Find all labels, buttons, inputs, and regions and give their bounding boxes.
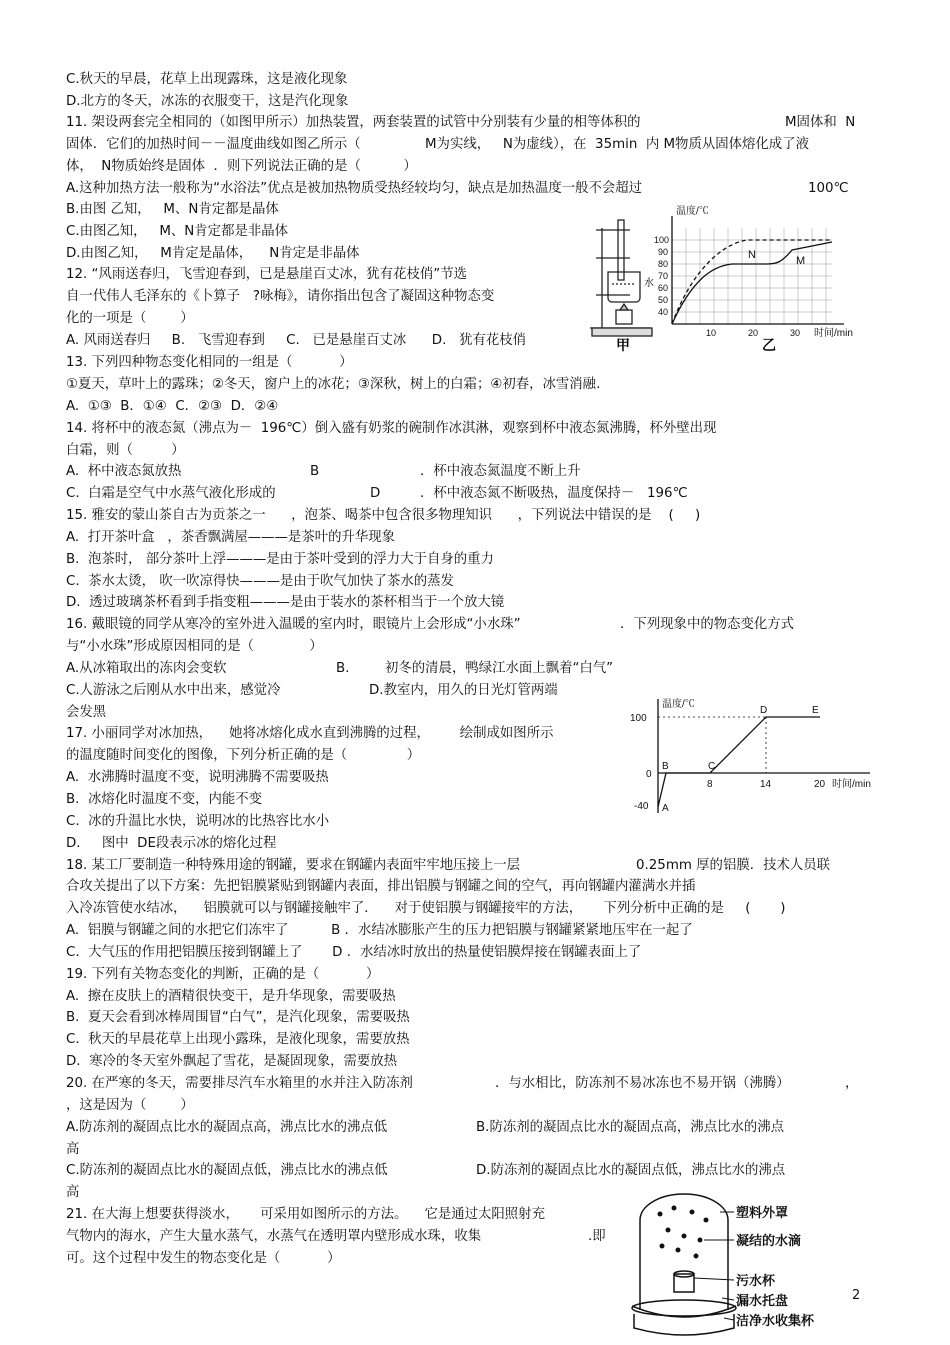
text-line: A. 风雨送春归 B. 飞雪迎春到 C. 已是悬崖百丈冰 D. 犹有花枝俏: [66, 333, 527, 348]
point-label-a: A: [662, 803, 669, 814]
text-line: 固体．它们的加热时间－－温度曲线如图乙所示（: [66, 137, 361, 152]
text-line: 白霜，则（ ）: [66, 443, 185, 458]
text-line: 16. 戴眼镜的同学从寒冷的室外进入温暖的室内时，眼镜片上会形成“小水珠”: [66, 617, 521, 632]
point-label-c: C: [708, 761, 716, 772]
ytick: 80: [658, 259, 669, 269]
ytick: 100: [654, 235, 670, 245]
text-line: B.由图 乙知， M、N肯定都是晶体: [66, 202, 279, 217]
text-line: D.北方的冬天，冰冻的衣服变干，这是汽化现象: [66, 94, 349, 109]
text-line: 会发黑: [66, 705, 107, 720]
text-line: A. 擦在皮肤上的酒精很快变干，是升华现象，需要吸热: [66, 989, 396, 1004]
text-line: C. 白霜是空气中水蒸气液化形成的: [66, 486, 276, 501]
text-fragment: .即: [588, 1229, 606, 1244]
text-line: 高: [66, 1185, 80, 1200]
text-fragment: D.教室内，用久的日光灯管两端: [369, 683, 558, 698]
text-line: C.防冻剂的凝固点比水的凝固点低，沸点比水的沸点低: [66, 1163, 388, 1178]
xtick-14: 14: [760, 779, 772, 790]
label-leak-tray: 漏水托盘: [736, 1293, 789, 1308]
text-line: 13. 下列四种物态变化相同的一组是（ ）: [66, 355, 353, 370]
text-line: 19. 下列有关物态变化的判断，正确的是（ ）: [66, 967, 380, 982]
text-line: A. 水沸腾时温度不变，说明沸腾不需要吸热: [66, 770, 329, 785]
caption-jia: 甲: [616, 337, 630, 353]
label-clean-water-cup: 洁净水收集杯: [736, 1313, 815, 1328]
text-fragment: D: [370, 486, 381, 501]
xtick: 20: [748, 328, 759, 338]
text-fragment: ．杯中液态氮不断吸热，温度保持－ 196℃: [420, 486, 688, 501]
text-fragment: ．下列现象中的物态变化方式: [620, 617, 795, 632]
curve-label-n: N: [748, 249, 756, 261]
text-fragment: 初冬的清晨，鸭绿江水面上飘着“白气”: [385, 661, 614, 676]
text-line: 的温度随时间变化的图像，下列分析正确的是（ ）: [66, 748, 421, 763]
ytick: 40: [658, 307, 669, 317]
label-water-drops: 凝结的水滴: [736, 1233, 802, 1248]
text-line: B. 冰熔化时温度不变，内能不变: [66, 792, 263, 807]
text-line: B. 泡茶时， 部分茶叶上浮———是由于茶叶受到的浮力大于自身的重力: [66, 552, 494, 567]
text-line: C.人游泳之后刚从水中出来，感觉冷: [66, 683, 281, 698]
text-line: A. 杯中液态氮放热: [66, 464, 182, 479]
text-line: B. 夏天会看到冰棒周围冒“白气”，是汽化现象，需要吸热: [66, 1010, 410, 1025]
text-line: 18. 某工厂要制造一种特殊用途的钢罐，要求在钢罐内表面牢牢地压接上一层: [66, 858, 521, 873]
text-fragment: ，: [845, 1076, 859, 1091]
curve-label-m: M: [796, 255, 806, 267]
graph-ylabel: 温度/℃: [662, 699, 695, 710]
text-line: 15. 雅安的蒙山茶自古为贡茶之一 ，泡茶、喝茶中包含很多物理知识 ，下列说法中错误的是 ( ): [66, 508, 701, 523]
ytick-neg40: -40: [634, 801, 649, 812]
text-fragment: 0.25mm 厚的铝膜．技术人员联: [636, 858, 831, 873]
ytick-100: 100: [630, 713, 647, 724]
text-line: A. ①③ B．①④ C．②③ D．②④: [66, 399, 279, 414]
text-line: D. 图中 DE段表示冰的熔化过程: [66, 836, 277, 851]
xtick: 10: [706, 328, 717, 338]
text-line: 可。这个过程中发生的物态变化是（ ）: [66, 1251, 341, 1266]
ytick: 90: [658, 247, 669, 257]
text-line: ①夏天，草叶上的露珠；②冬天，窗户上的冰花；③深秋，树上的白霜；④初春，冰雪消融.: [66, 377, 601, 392]
solar-still-figure: [612, 1190, 872, 1340]
text-fragment: M固体和 N: [785, 115, 856, 130]
ice-heating-graph: [620, 695, 880, 825]
xtick-20: 20: [814, 779, 826, 790]
point-label-e: E: [812, 705, 819, 716]
text-line: 合攻关提出了以下方案：先把铝膜紧贴到钢罐内表面，排出铝膜与钢罐之间的空气，再向钢罐内灌满水并插: [66, 879, 696, 894]
text-line: 化的一项是（ ）: [66, 311, 194, 326]
text-line: 14. 将杯中的液态氮（沸点为－ 196℃）倒入盛有奶浆的碗制作冰淇淋，观察到杯中液态氮沸腾，杯外壁出现: [66, 421, 717, 436]
text-line: 20. 在严寒的冬天，需要排尽汽车水箱里的水并注入防冻剂: [66, 1076, 413, 1091]
point-label-d: D: [760, 705, 768, 716]
text-line: 气物内的海水，产生大量水蒸气，水蒸气在透明罩内壁形成水珠，收集: [66, 1229, 482, 1244]
water-label: 水: [644, 278, 654, 289]
text-line: A. 打开茶叶盒 ，茶香飘满屋———是茶叶的升华现象: [66, 530, 396, 545]
text-line: C.秋天的早晨，花草上出现露珠，这是液化现象: [66, 72, 348, 87]
text-fragment: ．与水相比，防冻剂不易冰冻也不易开锅（沸腾）: [495, 1076, 790, 1091]
text-line: A.这种加热方法一般称为“水浴法”优点是被加热物质受热经较均匀，缺点是加热温度一般不会超过: [66, 181, 643, 196]
text-line: ，这是因为（ ）: [66, 1098, 194, 1113]
xtick: 30: [790, 328, 801, 338]
page-number: 2: [852, 1288, 861, 1303]
text-line: C. 茶水太烫， 吹一吹凉得快———是由于吹气加快了茶水的蒸发: [66, 574, 454, 589]
text-line: C.由图乙知， M、N肯定都是非晶体: [66, 224, 289, 239]
text-line: D. 透过玻璃茶杯看到手指变粗———是由于装水的茶杯相当于一个放大镜: [66, 595, 505, 610]
text-line: C. 冰的升温比水快，说明冰的比热容比水小: [66, 814, 330, 829]
text-line: 21. 在大海上想要获得淡水， 可采用如图所示的方法。 它是通过太阳照射充: [66, 1207, 545, 1222]
text-line: 入冷冻管使水结冰， 铝膜就可以与钢罐接触牢了． 对于使铝膜与钢罐接牢的方法， 下列分析中正确的是 ( ): [66, 901, 786, 916]
text-line: A. 铝膜与钢罐之间的水把它们冻牢了 B ．水结冰膨胀产生的压力把铝膜与钢罐紧紧地压牢在一起了: [66, 923, 693, 938]
ytick: 50: [658, 295, 669, 305]
graph-ylabel: 温度/℃: [676, 206, 709, 217]
text-line: 11. 架设两套完全相同的（如图甲所示）加热装置，两套装置的试管中分别装有少量的相等体积的: [66, 115, 641, 130]
text-line: A.从冰箱取出的冻肉会变软: [66, 661, 227, 676]
text-line: 17. 小丽同学对冰加热， 她将冰熔化成水直到沸腾的过程， 绘制成如图所示: [66, 726, 554, 741]
ytick: 60: [658, 283, 669, 293]
text-line: 与“小水珠”形成原因相同的是（ ）: [66, 639, 323, 654]
text-line: C. 秋天的早晨花草上出现小露珠，是液化现象，需要放热: [66, 1032, 410, 1047]
text-line: A.防冻剂的凝固点比水的凝固点高，沸点比水的沸点低: [66, 1120, 388, 1135]
text-line: C. 大气压的作用把铝膜压接到钢罐上了 D ．水结冰时放出的热量使铝膜焊接在钢罐表面上了: [66, 945, 642, 960]
point-label-b: B: [662, 761, 669, 772]
graph-xlabel: 时间/min: [832, 779, 871, 790]
text-line: 体， N物质始终是固体 ．则下列说法正确的是（ ）: [66, 159, 417, 174]
text-line: 12. “风雨送春归，飞雪迎春到，已是悬崖百丈冰，犹有花枝俏”节选: [66, 267, 467, 282]
label-plastic-cover: 塑料外罩: [736, 1205, 789, 1220]
text-fragment: B.防冻剂的凝固点比水的凝固点高，沸点比水的沸点: [476, 1120, 785, 1135]
heating-apparatus-figure: [582, 200, 872, 355]
text-line: 自一代伟人毛泽东的《卜算子 ?咏梅》，请你指出包含了凝固这种物态变: [66, 289, 495, 304]
text-line: D.由图乙知， M肯定是晶体， N肯定是非晶体: [66, 246, 360, 261]
text-fragment: B.: [336, 661, 350, 676]
ytick-0: 0: [646, 769, 652, 780]
caption-yi: 乙: [762, 337, 776, 353]
label-sewage-cup: 污水杯: [736, 1273, 776, 1288]
text-line: 高: [66, 1142, 80, 1157]
text-fragment: 100℃: [808, 181, 849, 196]
text-fragment: D.防冻剂的凝固点比水的凝固点低，沸点比水的沸点: [476, 1163, 786, 1178]
xtick-8: 8: [707, 779, 713, 790]
graph-xlabel: 时间/min: [814, 328, 853, 339]
text-fragment: ．杯中液态氮温度不断上升: [420, 464, 581, 479]
text-line: D. 寒冷的冬天室外飘起了雪花，是凝固现象，需要放热: [66, 1054, 398, 1069]
ytick: 70: [658, 271, 669, 281]
text-fragment: M为实线， N为虚线），在 35min 内 M物质从固体熔化成了液: [425, 137, 809, 152]
text-fragment: B: [310, 464, 320, 479]
